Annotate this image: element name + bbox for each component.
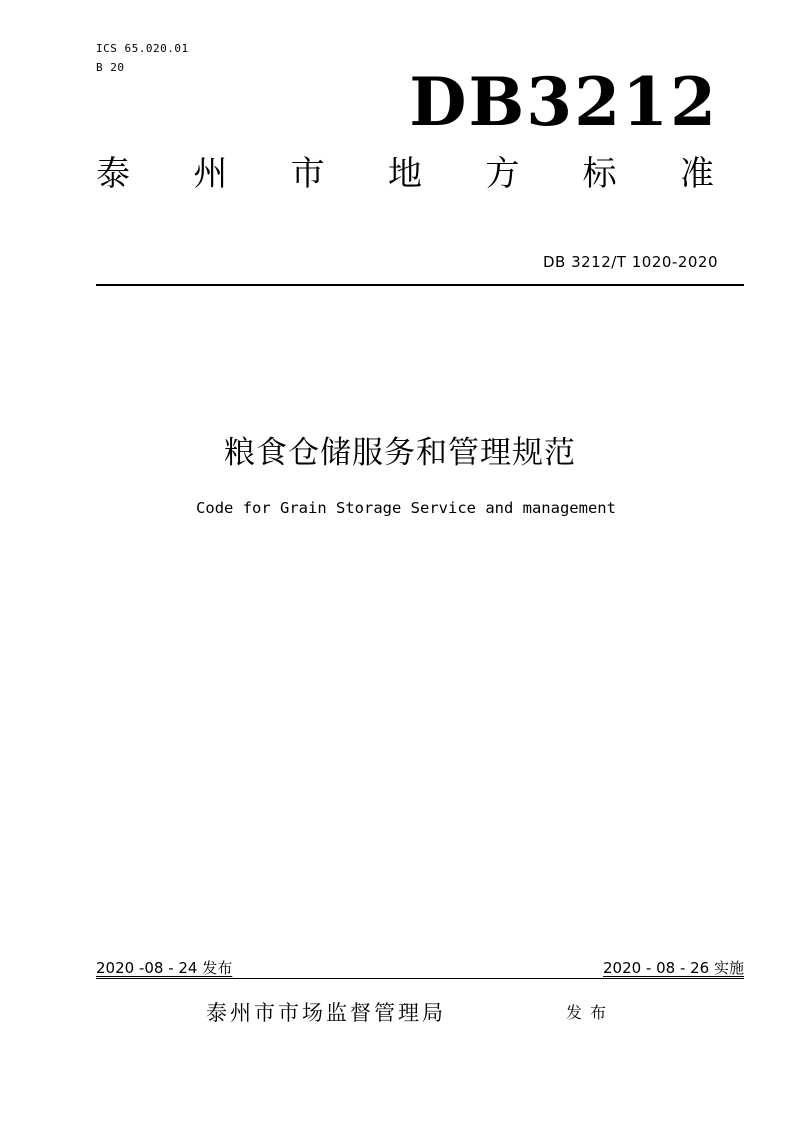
issue-date: 2020 -08 - 24 发布: [96, 959, 233, 977]
standard-type-char: 方: [485, 154, 520, 194]
footer-divider: [96, 978, 744, 979]
document-title-en: Code for Grain Storage Service and management: [196, 499, 616, 517]
implementation-date: 2020 - 08 - 26 实施: [602, 959, 744, 977]
standard-type-char: 准: [679, 154, 714, 194]
standard-type-char: 标: [582, 154, 617, 194]
standard-type-heading: [96, 150, 714, 198]
standard-type-char: 泰: [96, 154, 130, 194]
standard-logo: DB3212: [409, 63, 718, 141]
ics-code: ICS 65.020.01: [96, 42, 189, 55]
standard-number: DB 3212/T 1020-2020: [542, 253, 718, 271]
header-divider: [96, 284, 744, 286]
standard-type-char: 州: [193, 154, 228, 194]
ccs-code: B 20: [96, 61, 125, 74]
issuing-authority: 泰州市市场监督管理局: [206, 1001, 446, 1025]
standard-type-char: 市: [290, 154, 325, 194]
document-title-zh: 粮食仓储服务和管理规范: [224, 435, 576, 471]
issue-label: 发布: [566, 1003, 615, 1022]
standard-type-char: 地: [387, 154, 422, 194]
